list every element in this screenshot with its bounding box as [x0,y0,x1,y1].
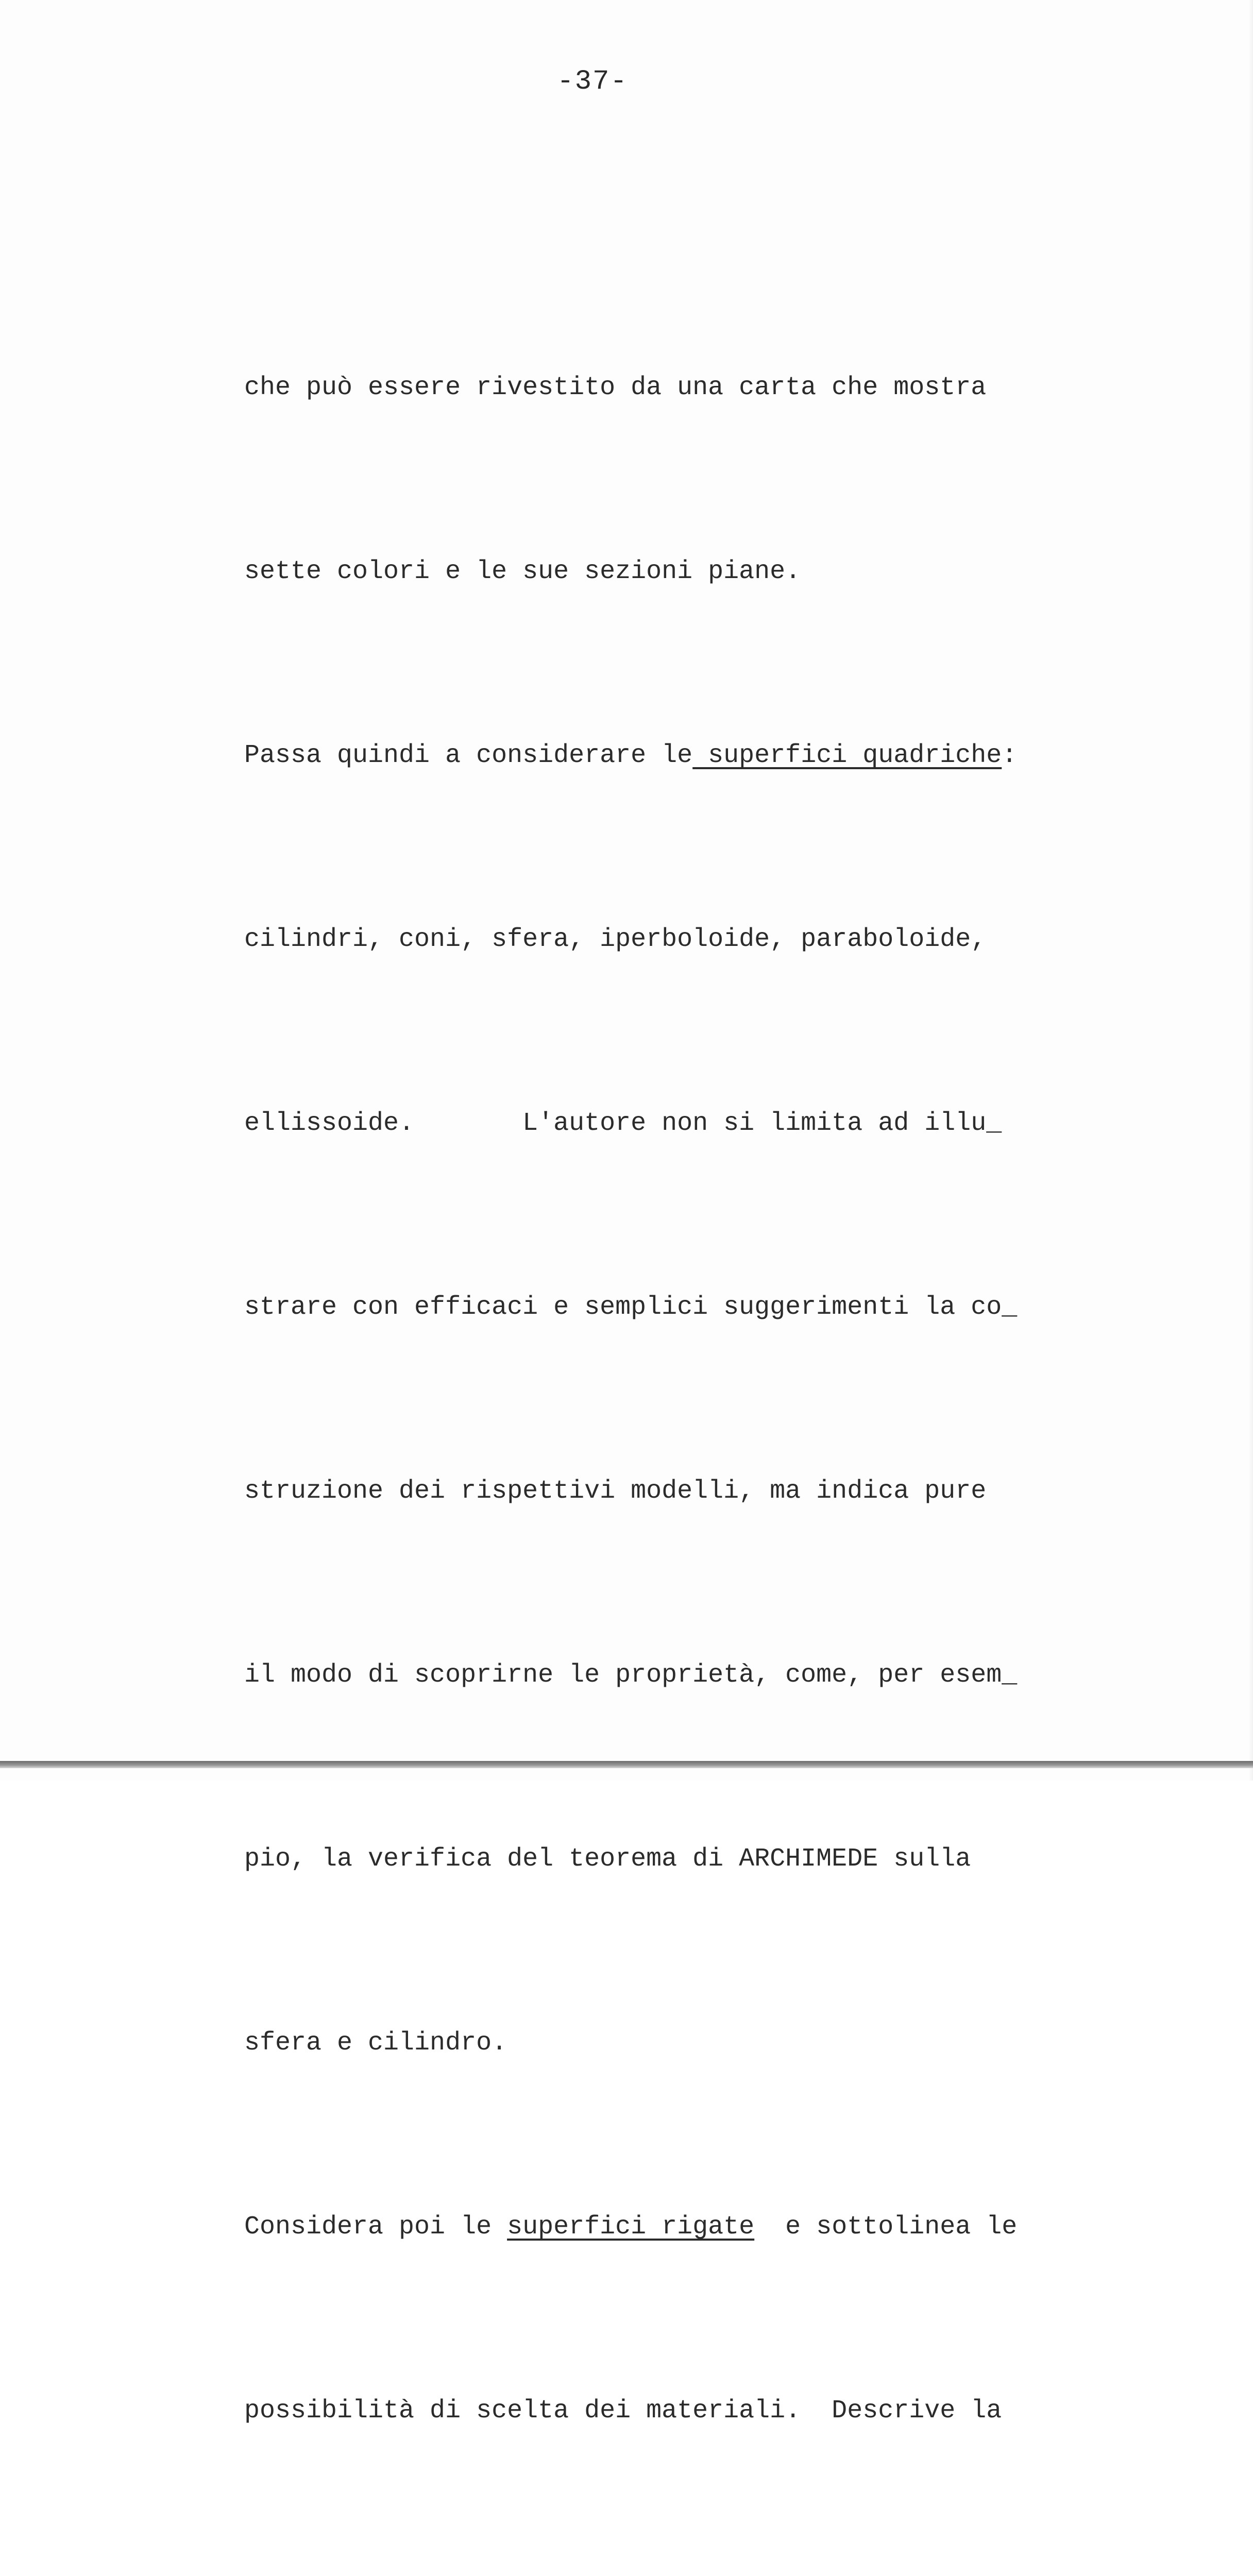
text-line: Considera poi le superfici rigate e sottolinea le [244,2212,1018,2242]
text-line: ellissoide. L'autore non si limita ad illu_ [244,1109,1002,1138]
underlined-term: superfici rigate [507,2212,755,2242]
text-line: struzione dei rispettivi modelli, ma indica pure [244,1477,987,1506]
text-line: il modo di scoprirne le proprietà, come, per esem_ [244,1660,1018,1690]
text-line [244,2564,1120,2576]
body-text [244,234,1120,2576]
text-line: che può essere rivestito da una carta che mostra [244,373,987,402]
underlined-term: superfici quadriche [692,741,1002,770]
text-line: strare con efficaci e semplici suggerimenti la co_ [244,1293,1018,1322]
text-line: Passa quindi a considerare le superfici quadriche: [244,741,1018,770]
text-line: cilindri, coni, sfera, iperboloide, paraboloide, [244,925,987,954]
page-number: -37- [557,66,628,97]
text-line: sfera e cilindro. [244,2028,507,2058]
scan-bottom-edge [0,1761,1253,1768]
text-line: possibilità di scelta dei materiali. Descrive la [244,2396,1002,2426]
text-line: pio, la verifica del teorema di ARCHIMEDE sulla [244,1844,971,1874]
page-edge-shadow [1248,0,1253,1781]
text-line: sette colori e le sue sezioni piane. [244,557,801,586]
